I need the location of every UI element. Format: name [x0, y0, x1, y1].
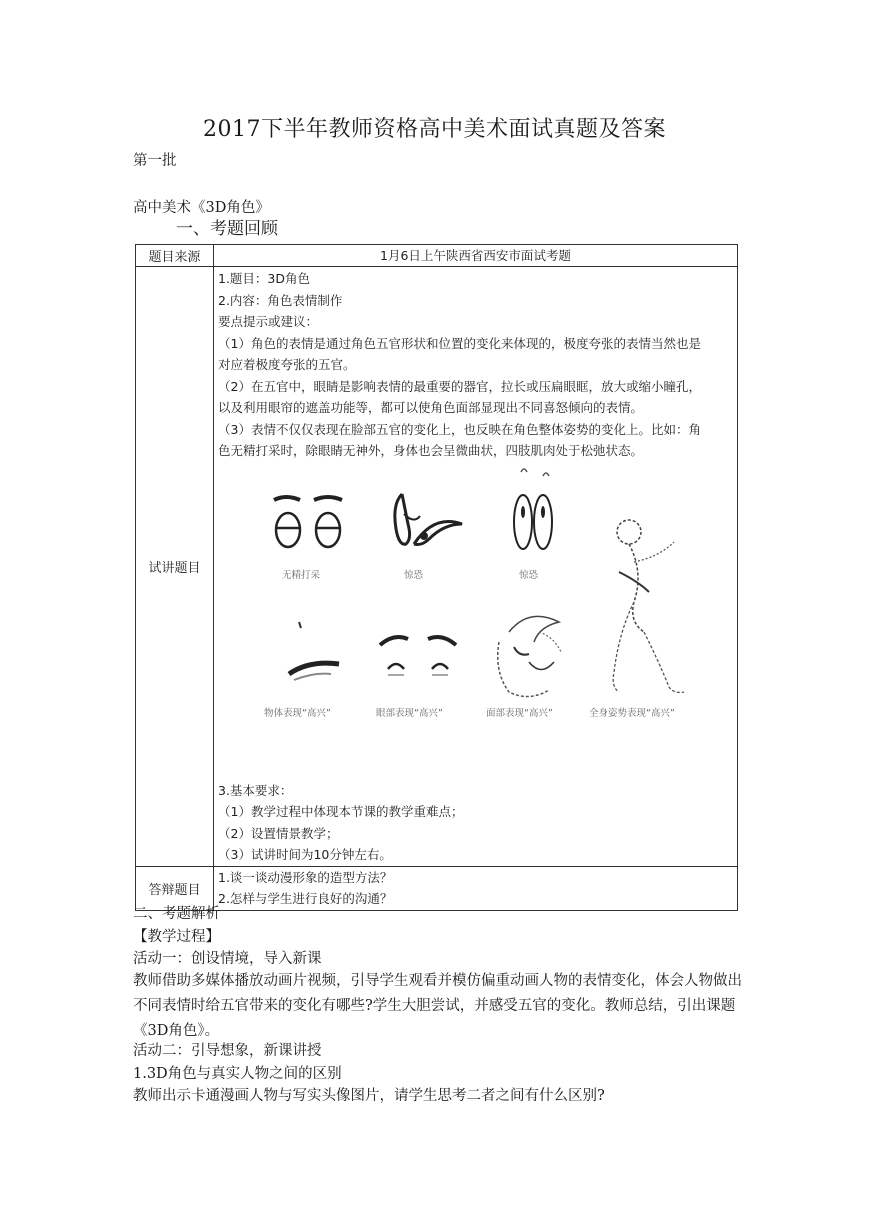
tired-eyes-illustration — [264, 492, 354, 562]
question-table — [135, 244, 738, 911]
caption: 全身姿势表现“高兴” — [589, 707, 675, 719]
object-happy-illustration — [269, 612, 359, 692]
lecture-line: （3）表情不仅仅表现在脸部五官的变化上，也反映在角色整体姿势的变化上。比如：角 — [218, 421, 701, 437]
subject-label: 高中美术《3D角色》 — [133, 200, 270, 216]
requirement-line: （3）试讲时间为10分钟左右。 — [218, 847, 392, 862]
lecture-line: （1）角色的表情是通过角色五官形状和位置的变化来体现的，极度夸张的表情当然也是 — [218, 335, 701, 351]
scared-tall-eyes-illustration — [499, 462, 569, 572]
caption: 眼部表现“高兴” — [376, 707, 443, 719]
row-label-defense: 答辩题目 — [136, 866, 214, 910]
lecture-line: 1.题目：3D角色 — [218, 271, 311, 286]
section-heading-review: 一、考题回顾 — [176, 219, 278, 239]
document-title: 2017下半年教师资格高中美术面试真题及答案 — [203, 117, 666, 142]
lecture-line: 色无精打采时，除眼睛无神外，身体也会呈微曲状，四肢肌肉处于松弛状态。 — [218, 443, 644, 458]
defense-content — [214, 866, 738, 910]
defense-line: 2.怎样与学生进行良好的沟通？ — [218, 891, 393, 906]
eyes-happy-illustration — [374, 627, 474, 687]
teaching-process-heading: 【教学过程】 — [133, 929, 220, 945]
activity-one-paragraph: 教师借助多媒体播放动画片视频，引导学生观看并模仿偏重动画人物的表情变化，体会人物做出不同表情时给五官带来的变化有哪些?学生大胆尝试，并感受五官的变化。教师总结，引出课题《3D角色》。 — [133, 973, 742, 1039]
caption: 面部表现“高兴” — [486, 707, 553, 719]
lecture-content — [214, 267, 738, 867]
caption: 无精打采 — [282, 569, 321, 581]
face-happy-illustration — [479, 602, 574, 702]
caption: 惊恐 — [519, 569, 539, 581]
requirement-line: （2）设置情景教学； — [218, 825, 339, 841]
subsection-paragraph: 教师出示卡通漫画人物与写实头像图片，请学生思考二者之间有什么区别? — [133, 1088, 605, 1104]
body-happy-illustration — [589, 512, 699, 702]
section-heading-analysis: 二、考题解析 — [133, 906, 220, 922]
lecture-line: 要点提示或建议： — [218, 314, 319, 329]
requirement-line: （1）教学过程中体现本节课的教学重难点； — [218, 804, 464, 819]
lecture-line: （2）在五官中，眼睛是影响表情的最重要的器官，拉长或压扁眼眶，放大或缩小瞳孔， — [218, 378, 701, 394]
scared-eye-illustration — [384, 484, 474, 564]
requirement-line: 3.基本要求： — [218, 782, 293, 798]
batch-label: 第一批 — [133, 153, 177, 169]
row-value-source: 1月6日上午陕西省西安市面试考题 — [214, 245, 738, 267]
lecture-line: 2.内容：角色表情制作 — [218, 292, 343, 308]
row-label-lecture: 试讲题目 — [136, 267, 214, 867]
row-label-source: 题目来源 — [136, 245, 214, 267]
activity-one-heading: 活动一：创设情境，导入新课 — [133, 951, 322, 967]
caption: 惊恐 — [404, 569, 424, 581]
expression-illustrations — [214, 462, 737, 780]
activity-two-heading: 活动二：引导想象，新课讲授 — [133, 1043, 322, 1059]
subsection-heading: 1.3D角色与真实人物之间的区别 — [133, 1066, 342, 1082]
caption: 物体表现“高兴” — [264, 707, 331, 719]
defense-line: 1.谈一谈动漫形象的造型方法？ — [218, 869, 393, 885]
lecture-line: 对应着极度夸张的五官。 — [218, 357, 356, 372]
lecture-line: 以及利用眼帘的遮盖功能等，都可以使角色面部显现出不同喜怒倾向的表情。 — [218, 400, 644, 415]
